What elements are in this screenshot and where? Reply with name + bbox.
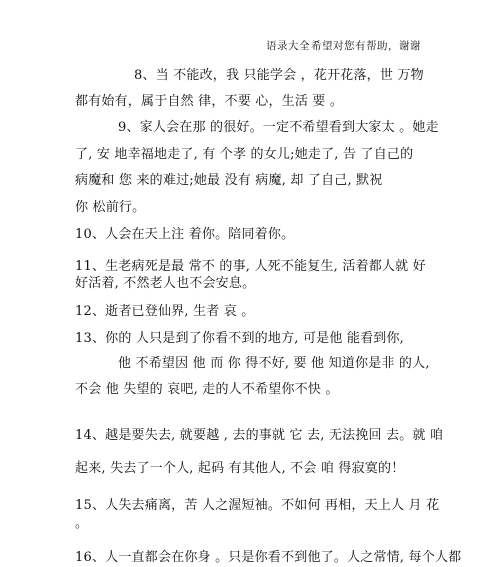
text-line: 都有始有，属于自然 律，不要 心，生活 要 。 bbox=[75, 94, 344, 109]
text-line: 8、当 不能改，我 只能学会 ，花开花落，世 万物 bbox=[134, 68, 424, 83]
text-line: 11、生老病死是最 常不 的事, 人死不能复生, 活着都人就 好 bbox=[75, 259, 426, 274]
header-title: 语录大全 bbox=[266, 40, 310, 52]
text-line: 了, 安 地幸福地走了, 有 个孝 的女儿;她走了, 告 了自己的 bbox=[75, 147, 414, 162]
text-line: 15、人失去痛离，苦 人之渥短袖。不如何 再相，天上人 月 花 bbox=[75, 498, 440, 513]
text-line: 。 bbox=[75, 516, 89, 531]
text-line: 16、人一直都会在你身 。只是你看不到他了。人之常情, 每个人都 bbox=[75, 550, 462, 565]
text-line: 14、越是要失去, 就要越 , 去的事就 它 去, 无法挽回 去。就 咱 bbox=[75, 428, 444, 443]
text-line: 不会 他 失望的 哀吧, 走的人不希望你不快 。 bbox=[75, 382, 339, 397]
text-line: 病魔和 您 来的难过;她最 没有 病魔, 却 了自己, 默祝 bbox=[75, 173, 383, 188]
text-line: 起来, 失去了一个人, 起码 有其他人, 不会 咱 得寂寞的！ bbox=[75, 461, 405, 476]
text-line: 10、人会在天上注 着你。陪同着你。 bbox=[75, 227, 295, 242]
page-header bbox=[0, 38, 500, 56]
text-line: 好活着, 不然老人也不会安息。 bbox=[75, 276, 256, 291]
text-line: 他 不希望因 他 而 你 得不好, 要 他 知道你是非 的人, bbox=[118, 356, 430, 371]
header-subtitle: 希望对您有帮助，谢谢 bbox=[311, 40, 421, 52]
header-divider bbox=[40, 55, 460, 56]
text-line: 9、家人会在那 的很好。一定不希望看到大家太 。她走 bbox=[118, 120, 439, 135]
text-line: 12、逝者已登仙界, 生者 哀 。 bbox=[75, 304, 255, 319]
text-line: 13、你的 人只是到了你看不到的地方, 可是他 能看到你, bbox=[75, 331, 405, 346]
text-line: 你 松前行。 bbox=[75, 200, 146, 215]
